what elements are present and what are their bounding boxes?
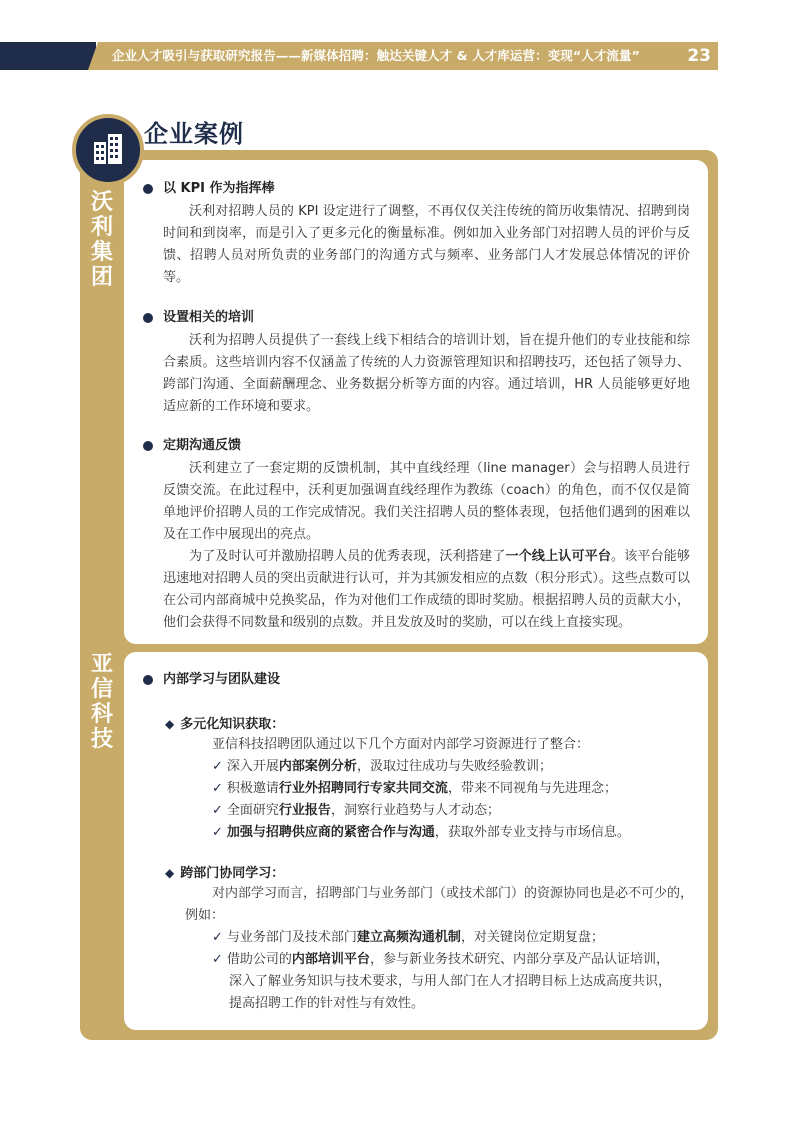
page-number: 23: [687, 46, 711, 66]
check-item-cont: 提高招聘工作的针对性与有效性。: [229, 996, 425, 1011]
diamond-icon: ◆: [165, 717, 175, 731]
paragraph-feedback: 沃利建立了一套定期的反馈机制，其中直线经理（line manager）会与招聘人员进行反馈交流。在此过程中，沃利更加强调直线经理作为教练（coach）的角色，而不仅仅是简单地评价招聘人员的工作完成情况。我们关注招聘人员的整体表现，包括他们遇到的困难以及在工作中展现出的亮点。: [163, 461, 690, 542]
report-title: 企业人才吸引与获取研究报告——新媒体招聘：触达关键人才 & 人才库运营：变现“人才流量”: [112, 48, 640, 63]
check-item: ✓ 深入开展内部案例分析，汲取过往成功与失败经验教训；: [212, 759, 552, 774]
check-item: ✓ 加强与招聘供应商的紧密合作与沟通，获取外部专业支持与市场信息。: [212, 825, 630, 840]
item-title-learning: 内部学习与团队建设: [163, 672, 281, 687]
sub-intro-crossdept-cont: 例如：: [185, 908, 225, 923]
header-banner: [0, 42, 793, 70]
company-name-char: 科: [90, 702, 113, 727]
company-name-char: 团: [90, 265, 113, 290]
sub-title-crossdept: ◆ 跨部门协同学习：: [165, 866, 285, 881]
diamond-icon: ◆: [165, 866, 175, 880]
section-title: 企业案例: [144, 120, 244, 148]
company-name-char: 集: [90, 240, 113, 265]
buildings-icon: [92, 132, 124, 166]
check-icon: ✓: [212, 930, 223, 945]
highlight-platform: 一个线上认可平台: [505, 549, 612, 564]
check-item-cont: 深入了解业务知识与技术要求，与用人部门在人才招聘目标上达成高度共识，: [229, 974, 672, 989]
sub-intro-crossdept: 对内部学习而言，招聘部门与业务部门（或技术部门）的资源协同也是必不可少的，: [212, 886, 694, 901]
check-icon: ✓: [212, 781, 223, 796]
check-item: ✓ 与业务部门及技术部门建立高频沟通机制，对关键岗位定期复盘；: [212, 930, 604, 945]
company-name-char: 技: [90, 727, 113, 752]
check-icon: ✓: [212, 803, 223, 818]
paragraph-training: 沃利为招聘人员提供了一套线上线下相结合的培训计划，旨在提升他们的专业技能和综合素质。这些培训内容不仅涵盖了传统的人力资源管理知识和招聘技巧，还包括了领导力、跨部门沟通、全面薪酬理念、业务数据分析等方面的内容。通过培训，HR 人员能够更好地适应新的工作环境和要求。: [163, 333, 690, 414]
company-name-char: 亚: [90, 652, 113, 677]
paragraph-kpi: 沃利对招聘人员的 KPI 设定进行了调整，不再仅仅关注传统的简历收集情况、招聘到岗时间和到岗率，而是引入了更多元化的衡量标准。例如加入业务部门对招聘人员的评价与反馈、招聘人员对所负责的业务部门的沟通方式与频率、业务部门人才发展总体情况的评价等。: [163, 204, 690, 285]
company-name-char: 沃: [90, 190, 113, 215]
check-icon: ✓: [212, 759, 223, 774]
header-accent-block: [0, 42, 96, 70]
company-name-text: [86, 190, 118, 290]
company-name-text: [86, 652, 118, 752]
check-item: ✓ 借助公司的内部培训平台，参与新业务技术研究、内部分享及产品认证培训，: [212, 952, 669, 967]
section-icon-badge: [72, 114, 144, 186]
check-icon: ✓: [212, 952, 223, 967]
paragraph-recognition: 为了及时认可并激励招聘人员的优秀表现，沃利搭建了一个线上认可平台。该平台能够迅速地对招聘人员的突出贡献进行认可，并为其颁发相应的点数（积分形式）。这些点数可以在公司内部商城中兑换奖品，作为对他们工作成绩的即时奖励。根据招聘人员的贡献大小，他们会获得不同数量和级别的点数。并且发放及时的奖励，可以在线上直接实现。: [163, 549, 690, 630]
company-label-wollit: [86, 190, 118, 290]
check-item: ✓ 全面研究行业报告，洞察行业趋势与人才动态；: [212, 803, 500, 818]
bullet-dot: [143, 313, 153, 323]
check-item: ✓ 积极邀请行业外招聘同行专家共同交流，带来不同视角与先进理念；: [212, 781, 617, 796]
bullet-dot: [143, 675, 153, 685]
sub-intro-knowledge: 亚信科技招聘团队通过以下几个方面对内部学习资源进行了整合：: [212, 737, 590, 752]
bullet-dot: [143, 184, 153, 194]
sub-title-knowledge: ◆ 多元化知识获取：: [165, 717, 285, 732]
check-icon: ✓: [212, 825, 223, 840]
item-title-training: 设置相关的培训: [163, 310, 255, 325]
item-title-feedback: 定期沟通反馈: [163, 438, 242, 453]
company-name-char: 利: [90, 215, 113, 240]
company-name-char: 信: [90, 677, 113, 702]
item-title-kpi: 以 KPI 作为指挥棒: [163, 181, 275, 196]
company-label-asiainfo: [86, 652, 118, 752]
bullet-dot: [143, 441, 153, 451]
